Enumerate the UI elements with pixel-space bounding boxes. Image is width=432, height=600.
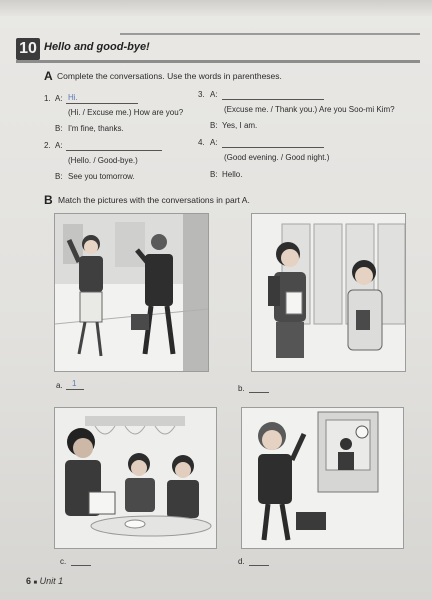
picture-a-blank[interactable] (66, 389, 84, 390)
item-1-a-label: A: (55, 94, 63, 103)
picture-d-goodbye-at-door (241, 407, 404, 549)
section-a-letter: A (44, 69, 53, 83)
item-2-cue: (Hello. / Good-bye.) (68, 156, 138, 165)
item-3-cue: (Excuse me. / Thank you.) Are you Soo-mi Kim? (224, 105, 395, 114)
item-1-cue: (Hi. / Excuse me.) How are you? (68, 108, 184, 117)
section-b-letter: B (44, 193, 53, 207)
item-1-answer: Hi. (68, 93, 78, 102)
page-number: 6 (26, 576, 32, 586)
item-2-b-line: See you tomorrow. (68, 172, 135, 181)
item-2-b-label: B: (55, 172, 63, 181)
item-2-blank[interactable] (66, 150, 162, 151)
item-1-number: 1. (44, 94, 51, 103)
item-4-b-line: Hello. (222, 170, 243, 179)
picture-c-label: c. (60, 557, 67, 566)
unit-label: Unit 1 (39, 576, 64, 586)
picture-c-illustration (55, 408, 216, 548)
header-rule (120, 33, 420, 35)
page-footer (26, 576, 63, 586)
picture-d-label: d. (238, 557, 245, 566)
footer-separator: ■ (33, 580, 38, 586)
picture-b-illustration (252, 214, 405, 371)
picture-d-blank[interactable] (249, 565, 269, 566)
item-2-a-label: A: (55, 141, 63, 150)
item-3-number: 3. (198, 90, 205, 99)
section-a-instruction: Complete the conversations. Use the words in parentheses. (57, 71, 282, 81)
picture-c-blank[interactable] (71, 565, 91, 566)
section-b-instruction: Match the pictures with the conversations in part A. (58, 195, 250, 205)
item-4-a-label: A: (210, 138, 218, 147)
item-3-blank[interactable] (222, 99, 324, 100)
exercise-title: Hello and good-bye! (44, 41, 150, 53)
picture-c-restaurant-dinner (54, 407, 217, 549)
picture-a-illustration (55, 214, 208, 371)
item-4-blank[interactable] (222, 147, 324, 148)
item-3-b-line: Yes, I am. (222, 121, 258, 130)
item-2-number: 2. (44, 141, 51, 150)
picture-a-answer: 1 (72, 379, 77, 388)
item-1-b-line: I'm fine, thanks. (68, 124, 124, 133)
picture-b-students-in-hallway (251, 213, 406, 372)
picture-a-greeting-on-street (54, 213, 209, 372)
picture-b-blank[interactable] (249, 392, 269, 393)
item-4-cue: (Good evening. / Good night.) (224, 153, 330, 162)
picture-d-illustration (242, 408, 403, 548)
exercise-number: 10 (16, 38, 40, 60)
item-4-b-label: B: (210, 170, 218, 179)
item-4-number: 4. (198, 138, 205, 147)
item-3-b-label: B: (210, 121, 218, 130)
item-3-a-label: A: (210, 90, 218, 99)
picture-b-label: b. (238, 384, 245, 393)
page-shadow (0, 0, 432, 16)
title-rule (16, 60, 420, 63)
picture-a-label: a. (56, 381, 63, 390)
item-1-blank[interactable] (66, 103, 138, 104)
item-1-b-label: B: (55, 124, 63, 133)
